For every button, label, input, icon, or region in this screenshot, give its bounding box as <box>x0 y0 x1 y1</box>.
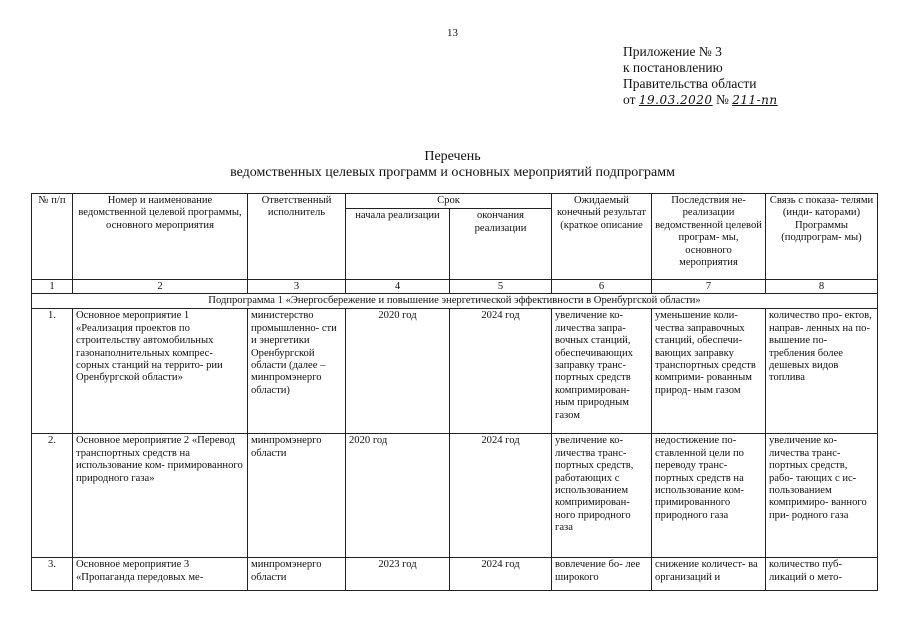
handwritten-number: 211-пп <box>732 93 778 107</box>
page-number: 13 <box>447 27 458 39</box>
row-end: 2024 год <box>450 434 552 558</box>
col-number: 3 <box>248 280 346 294</box>
title-line-2: ведомственных целевых программ и основных мероприятий подпрограмм <box>230 165 675 180</box>
row-executor: минпромэнерго области <box>248 434 346 558</box>
appendix-date-line <box>623 92 778 108</box>
row-result: увеличение ко- личества запра- вочных станций, обеспечивающих заправку транс- портных средств компримирован- ным природным газом <box>552 309 652 434</box>
row-start: 2020 год <box>346 309 450 434</box>
header-consequences: Последствия не- реализации ведомственной целевой програм- мы, основного мероприятия <box>652 194 766 280</box>
col-number: 8 <box>766 280 878 294</box>
subprogram-row <box>32 294 878 309</box>
row-name: Основное мероприятие 2 «Перевод транспортных средств на использование ком- примированного природного газа» <box>73 434 248 558</box>
row-consequences: снижение количест- ва организаций и <box>652 558 766 591</box>
row-link: увеличение ко- личества транс- портных средств, рабо- тающих с ис- пользованием компримиро- ванного при- родного газа <box>766 434 878 558</box>
table-row <box>32 309 878 434</box>
row-executor: министерство промышленно- сти и энергетики Оренбургской области (далее – минпромэнерго области) <box>248 309 346 434</box>
header-executor: Ответственный исполнитель <box>248 194 346 280</box>
row-executor: минпромэнерго области <box>248 558 346 591</box>
row-name: Основное мероприятие 1 «Реализация проектов по строительству автомобильных газонаполнительных компрес- сорных станций на террито- рии Оренбургской области» <box>73 309 248 434</box>
document-title <box>0 149 905 181</box>
col-number: 7 <box>652 280 766 294</box>
row-name: Основное мероприятие 3 «Пропаганда передовых ме- <box>73 558 248 591</box>
header-start: начала реализации <box>346 209 450 280</box>
row-num: 1. <box>32 309 73 434</box>
subprogram-title: Подпрограмма 1 «Энергосбережение и повышение энергетической эффективности в Оренбургской области» <box>32 294 878 309</box>
appendix-line-3: Правительства области <box>623 76 757 91</box>
row-consequences: уменьшение коли- чества заправочных станций, обеспечи- вающих заправку транспортных средств комприми- рованным природ- ным газом <box>652 309 766 434</box>
appendix-line-1: Приложение № 3 <box>623 44 722 59</box>
number-label: № <box>715 92 729 107</box>
from-label: от <box>623 92 636 107</box>
header-link: Связь с показа- телями (инди- каторами) Программы (подпрограм- мы) <box>766 194 878 280</box>
table-row <box>32 434 878 558</box>
table-row <box>32 558 878 591</box>
row-link: количество пуб- ликаций о мето- <box>766 558 878 591</box>
col-number: 6 <box>552 280 652 294</box>
row-num: 3. <box>32 558 73 591</box>
col-number: 5 <box>450 280 552 294</box>
header-end: окончания реализации <box>450 209 552 280</box>
header-result: Ожидаемый конечный результат (краткое описание <box>552 194 652 280</box>
col-number: 1 <box>32 280 73 294</box>
header-row-1 <box>32 194 878 209</box>
handwritten-date: 19.03.2020 <box>638 93 713 107</box>
title-line-1: Перечень <box>424 149 481 164</box>
column-numbers-row <box>32 280 878 294</box>
row-end: 2024 год <box>450 558 552 591</box>
col-number: 4 <box>346 280 450 294</box>
header-term: Срок <box>346 194 552 209</box>
row-result: увеличение ко- личества транс- портных средств, работающих с использованием компримирован- ного природного газа <box>552 434 652 558</box>
row-start: 2020 год <box>346 434 450 558</box>
programs-table <box>31 193 878 591</box>
row-result: вовлечение бо- лее широкого <box>552 558 652 591</box>
row-consequences: недостижение по- ставленной цели по переводу транс- портных средств на использование ком- примированного природного газа <box>652 434 766 558</box>
row-start: 2023 год <box>346 558 450 591</box>
appendix-block <box>623 44 778 108</box>
row-end: 2024 год <box>450 309 552 434</box>
header-name: Номер и наименование ведомственной целевой программы, основного мероприятия <box>73 194 248 280</box>
appendix-line-2: к постановлению <box>623 60 723 75</box>
col-number: 2 <box>73 280 248 294</box>
row-link: количество про- ектов, направ- ленных на по- вышение по- требления более дешевых видов топлива <box>766 309 878 434</box>
header-num: № п/п <box>32 194 73 280</box>
row-num: 2. <box>32 434 73 558</box>
